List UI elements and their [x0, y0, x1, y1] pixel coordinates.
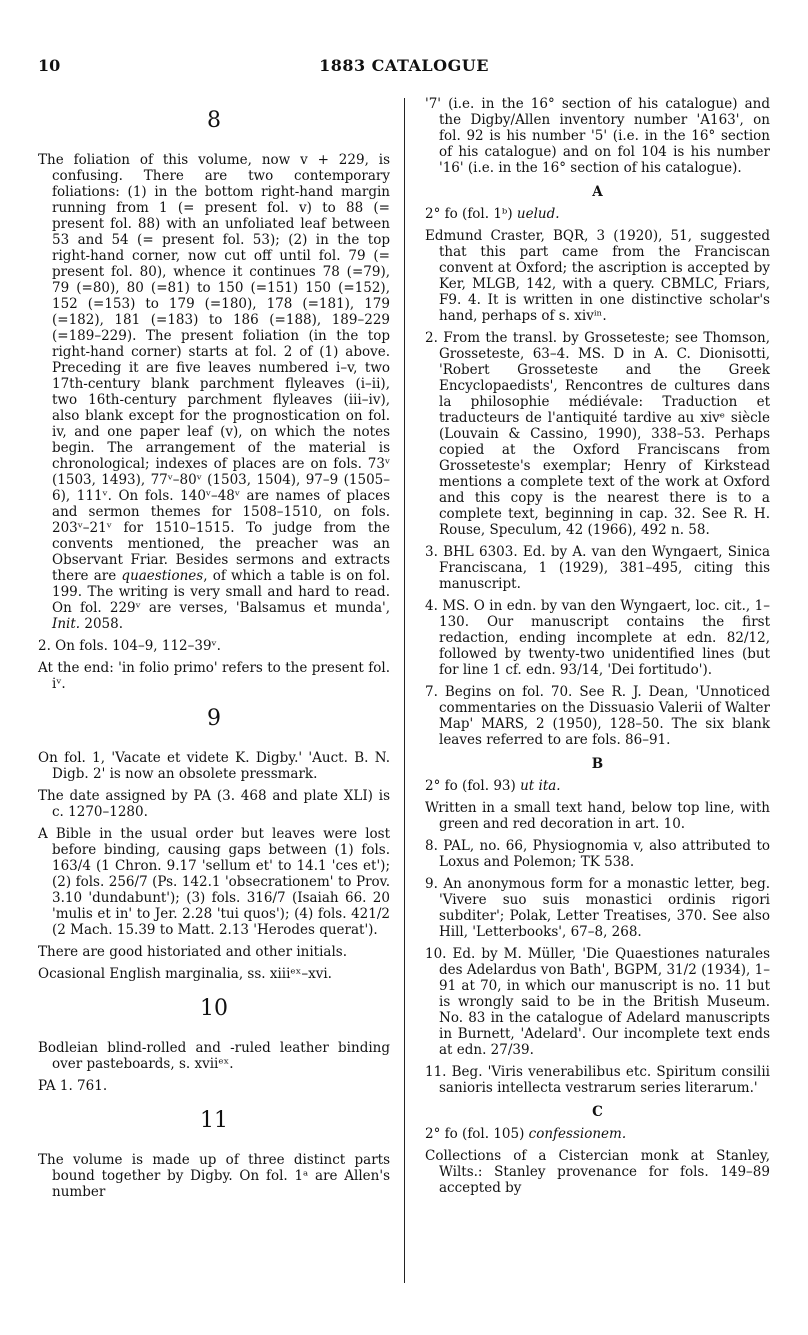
part-b-note-8: 8. PAL, no. 66, Physiognomia v, also attributed to Loxus and Polemon; TK 538. — [425, 838, 770, 870]
section-number-8: 8 — [207, 108, 221, 133]
section-number-9: 9 — [207, 706, 221, 731]
section-8-italic: quaestiones — [121, 568, 204, 584]
section-8-note-2: 2. On fols. 104–9, 112–39ᵛ. — [38, 638, 221, 654]
part-c-secundo-folio — [425, 1126, 770, 1142]
left-column — [38, 96, 390, 1206]
part-b-para: Written in a small text hand, below top line, with green and red decoration in art. 10. — [425, 800, 770, 832]
section-11-para-1: The volume is made up of three distinct parts bound together by Digby. On fol. 1ᵃ are Allen's number — [38, 1152, 390, 1200]
part-b-note-9: 9. An anonymous form for a monastic letter, beg. 'Vivere suo suis monastici ordinis rigori subditer'; Polak, Letter Treatises, 370. See also Hill, 'Letterbooks', 67–8, 268. — [425, 876, 770, 940]
part-b-heading: B — [591, 756, 604, 772]
part-a-note-4: 4. MS. O in edn. by van den Wyngaert, loc. cit., 1–130. Our manuscript contains the first redaction, ending incomplete at edn. 82/12, followed by twenty-two unidentified lines (but for line 1 cf. edn. 93/14, 'Dei fortitudo'). — [425, 598, 770, 678]
part-c-fo-word: confessionem. — [528, 1126, 627, 1142]
column-divider — [404, 98, 405, 1283]
part-c-fo-prefix: 2° fo (fol. 105) — [425, 1126, 525, 1142]
section-number-10: 10 — [200, 996, 228, 1021]
part-a-para: Edmund Craster, BQR, 3 (1920), 51, suggested that this part came from the Franciscan convent at Oxford; the ascription is accepted by Ker, MLGB, 142, with a query. CBMLC, Friars, F9. 4. It is written in one distinctive scholar's hand, perhaps of s. xivⁱⁿ. — [425, 228, 770, 324]
part-a-fo-prefix: 2° fo (fol. 1ᵇ) — [425, 206, 513, 222]
section-number-11: 11 — [200, 1108, 228, 1133]
section-10-para-2: PA 1. 761. — [38, 1078, 108, 1094]
part-a-heading: A — [592, 184, 603, 200]
running-head: 1883 CATALOGUE — [319, 56, 489, 75]
section-8-init: Init. — [52, 616, 81, 632]
part-a-fo-word: uelud. — [516, 206, 560, 222]
part-b-note-10: 10. Ed. by M. Müller, 'Die Quaestiones naturales des Adelardus von Bath', BGPM, 31/2 (1934), 1–91 at 70, in which our manuscript is no. 11 but is wrongly said to be in the British Museum. No. 83 in the catalogue of Adelard manuscripts in Burnett, 'Adelard'. Our incomplete text ends at edn. 27/39. — [425, 946, 770, 1058]
section-8-text-end: 2058. — [84, 616, 124, 632]
part-b-note-11: 11. Beg. 'Viris venerabilibus etc. Spiritum consilii sanioris intellecta vestrarum series literarum.' — [425, 1064, 770, 1096]
section-8-end-note: At the end: 'in folio primo' refers to the present fol. iᵛ. — [38, 660, 390, 692]
section-10-para-1: Bodleian blind-rolled and -ruled leather binding over pasteboards, s. xviiᵉˣ. — [38, 1040, 390, 1072]
part-a-note-2: 2. From the transl. by Grosseteste; see Thomson, Grosseteste, 63–4. MS. D in A. C. Dionisotti, 'Robert Grosseteste and the Greek Encyclopaedists', Rencontres de cultures dans la philosophie médiévale: Traduction et traducteurs de l'antiquité tardive au xivᵉ siècle (Louvain & Cassino, 1990), 338–53. Perhaps copied at the Oxford Franciscans from Grosseteste's exemplar; Henry of Kirkstead mentions a complete text of the work at Oxford and this copy is the nearest there is to a complete text, beginning in cap. 32. See R. H. Rouse, Speculum, 42 (1966), 492 n. 58. — [425, 330, 770, 538]
part-a-secundo-folio — [425, 206, 770, 222]
section-9-para-3: A Bible in the usual order but leaves were lost before binding, causing gaps between (1) fols. 163/4 (1 Chron. 9.17 'sellum et' to 14.1 'ces et'); (2) fols. 256/7 (Ps. 142.1 'obsecrationem' to Prov. 3.10 'dundabunt'); (3) fols. 316/7 (Isaiah 66. 20 'mulis et in' to Jer. 2.28 'tui quos'); (4) fols. 421/2 (2 Mach. 15.39 to Matt. 2.13 'Herodes querat'). — [38, 826, 390, 938]
part-a-note-3: 3. BHL 6303. Ed. by A. van den Wyngaert, Sinica Franciscana, 1 (1929), 381–495, citing this manuscript. — [425, 544, 770, 592]
section-9-para-1: On fol. 1, 'Vacate et videte K. Digby.' 'Auct. B. N. Digb. 2' is now an obsolete pressmark. — [38, 750, 390, 782]
part-a-note-7: 7. Begins on fol. 70. See R. J. Dean, 'Unnoticed commentaries on the Dissuasio Valerii of Walter Map' MARS, 2 (1950), 128–50. The six blank leaves referred to are fols. 86–91. — [425, 684, 770, 748]
section-8-paragraph — [38, 152, 390, 632]
part-b-secundo-folio — [425, 778, 770, 794]
section-9-para-2: The date assigned by PA (3. 468 and plate XLI) is c. 1270–1280. — [38, 788, 390, 820]
part-c-heading: C — [592, 1104, 603, 1120]
page-number: 10 — [38, 56, 61, 75]
page-header — [38, 56, 770, 80]
section-9-para-4: There are good historiated and other initials. — [38, 944, 348, 960]
part-b-fo-word: ut ita. — [520, 778, 561, 794]
section-8-text: The foliation of this volume, now v + 229, is confusing. There are two contemporary foliations: (1) in the bottom right-hand margin running from 1 (= present fol. v) to 88 (= present fol. 88) with an unfoliated leaf between 53 and 54 (= present fol. 53); (2) in the top right-hand corner, now cut off until fol. 79 (= present fol. 80), whence it continues 78 (=79), 79 (=80), 80 (=81) to 150 (=151) 150 (=152), 152 (=153) to 179 (=180), 178 (=181), 179 (=182), 181 (=183) to 186 (=188), 189–229 (=189–229). The present foliation (in the top right-hand corner) starts at fol. 2 of (1) above. Preceding it are five leaves numbered i–v, two 17th-century blank parchment flyleaves (i–ii), two 16th-century parchment flyleaves (iii–iv), also blank except for the prognostication on fol. iv, and one paper leaf (v), on which the notes begin. The arrangement of the material is chronological; indexes of places are on fols. 73ᵛ (1503, 1493), 77ᵛ–80ᵛ (1503, 1504), 97–9 (1505–6), 111ᵛ. On fols. 140ᵛ–48ᵛ are names of places and sermon themes for 1508–1510, on fols. 203ᵛ–21ᵛ for 1510–1515. To judge from the convents mentioned, the preacher was an Observant Friar. Besides sermons and extracts there are — [38, 152, 390, 584]
part-c-para: Collections of a Cistercian monk at Stanley, Wilts.: Stanley provenance for fols. 149–89 accepted by — [425, 1148, 770, 1196]
section-9-para-5: Ocasional English marginalia, ss. xiiiᵉˣ–xvi. — [38, 966, 332, 982]
continuation-paragraph: '7' (i.e. in the 16° section of his catalogue) and the Digby/Allen inventory number 'A163', on fol. 92 is his number '5' (i.e. in the 16° section of his catalogue) and on fol 104 is his number '16' (i.e. in the 16° section of his catalogue). — [425, 96, 770, 176]
right-column — [425, 96, 770, 1202]
part-b-fo-prefix: 2° fo (fol. 93) — [425, 778, 516, 794]
section-8-text-cont: , of which a table is on fol. 199. The writing is very small and hard to read. On fol. 229ᵛ are verses, 'Balsamus et munda', — [52, 568, 390, 616]
